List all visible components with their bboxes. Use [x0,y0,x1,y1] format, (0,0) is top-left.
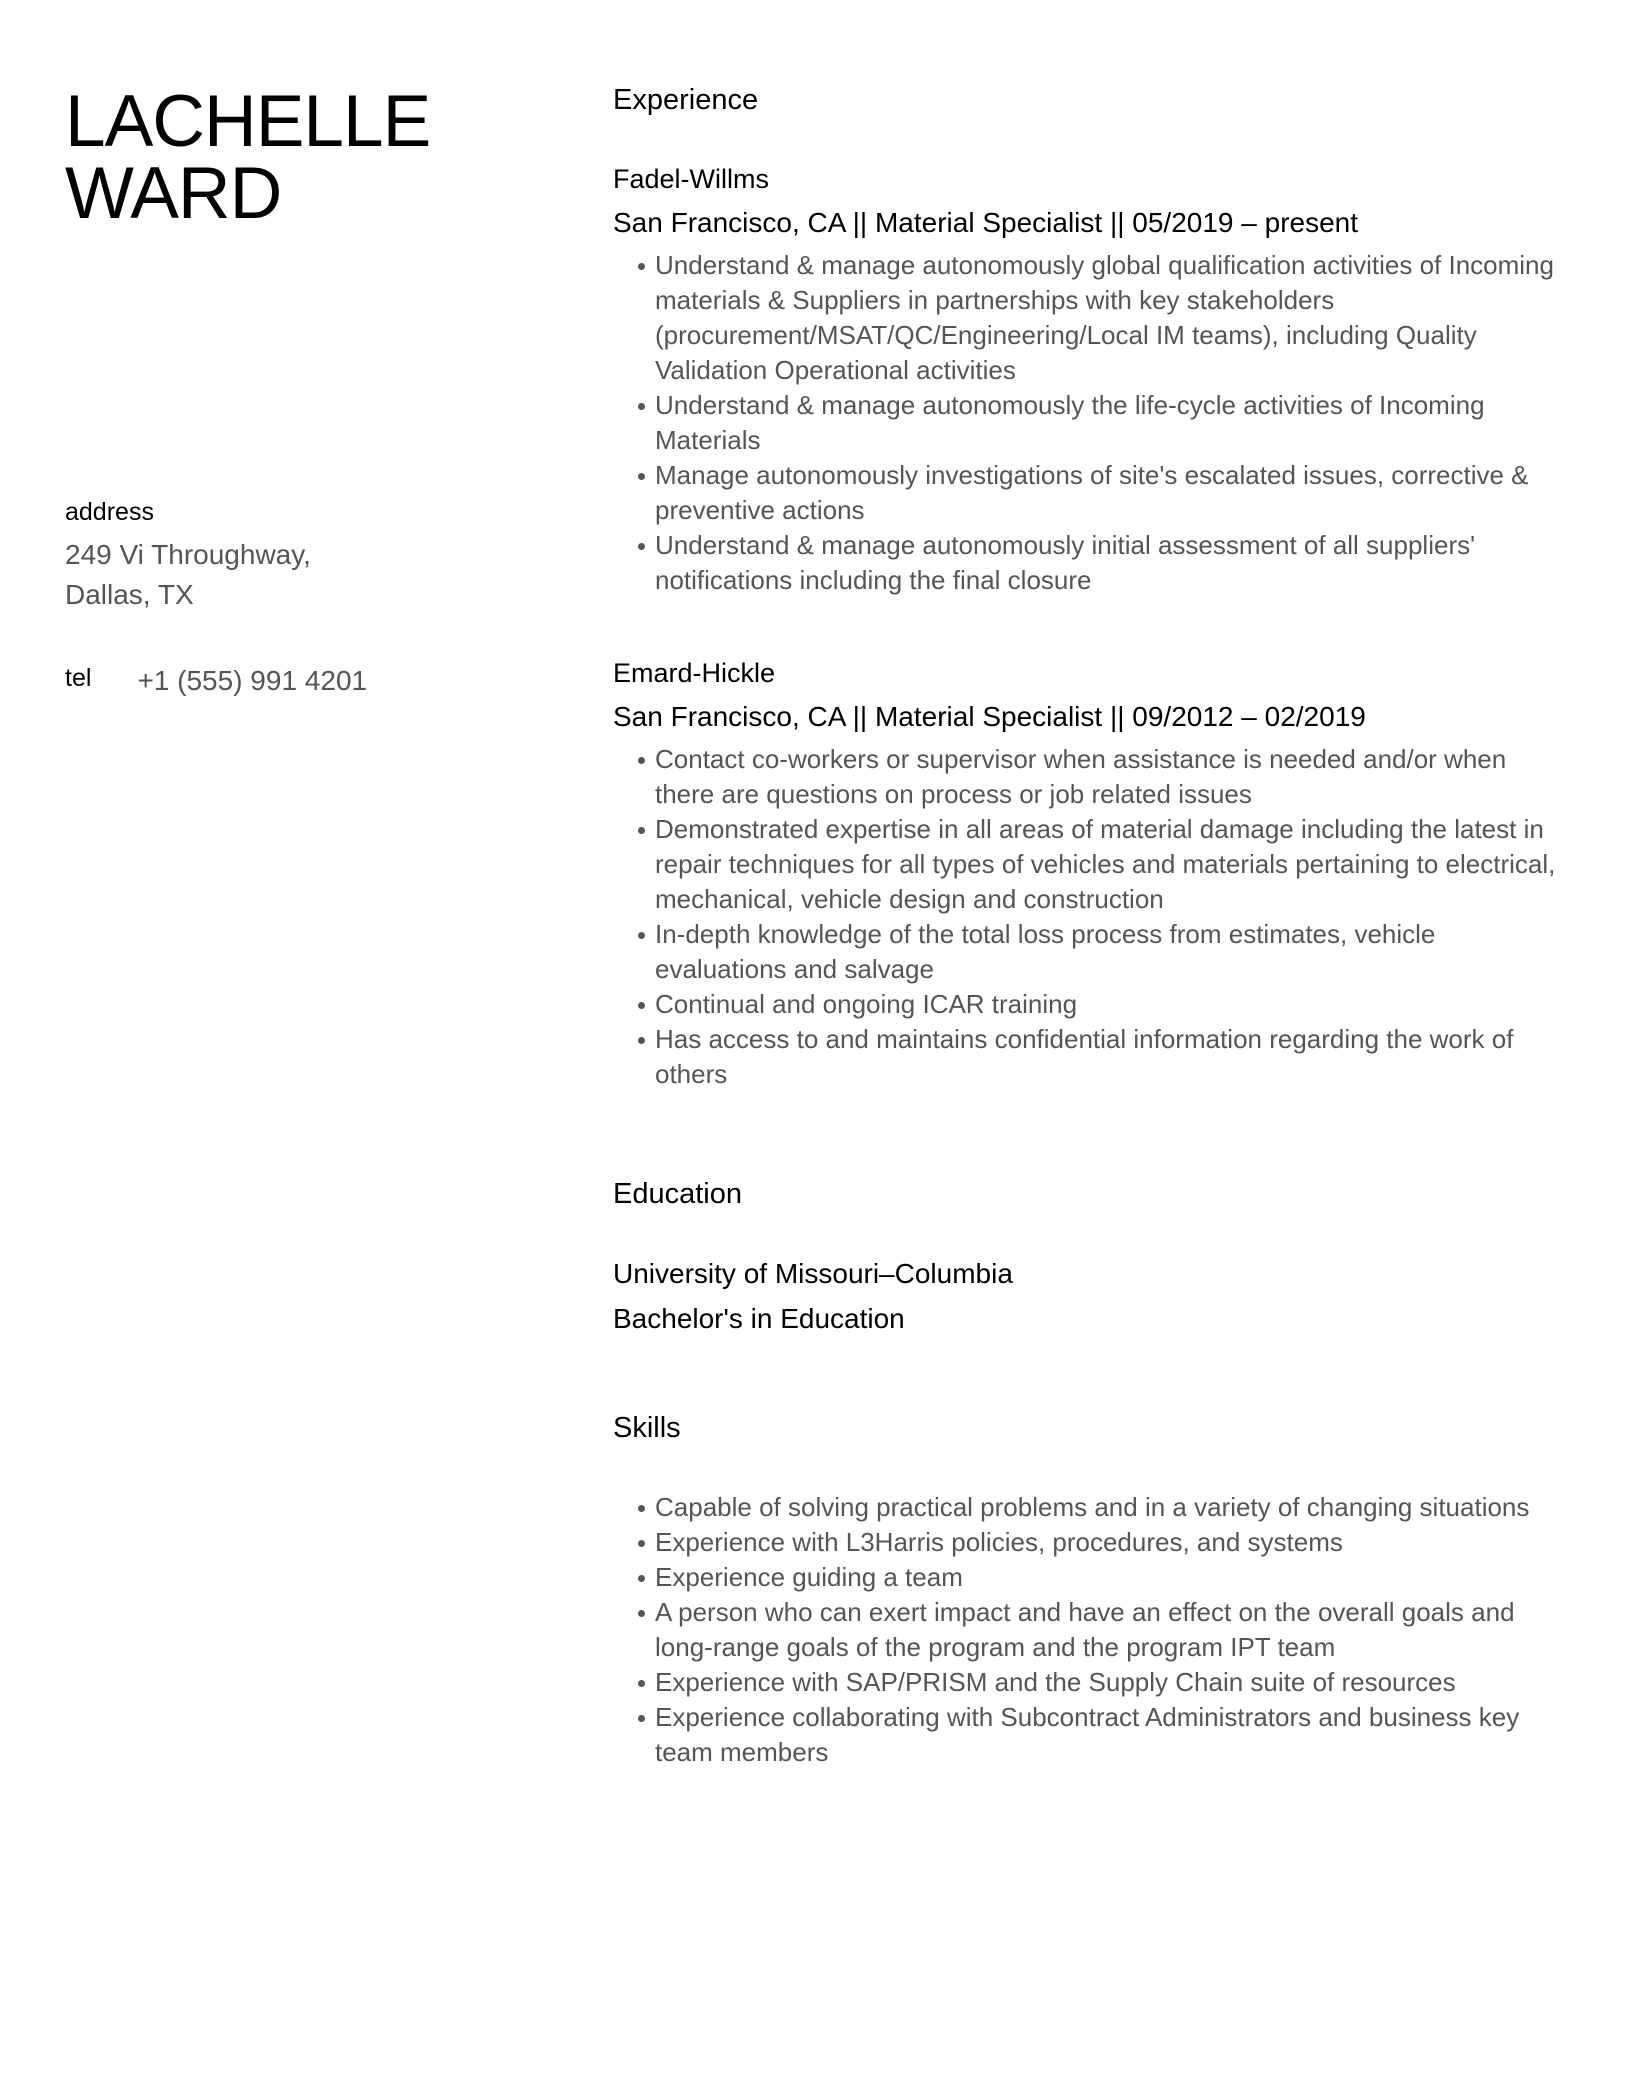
skill-item: A person who can exert impact and have an effect on the overall goals and long-range goals of the program and the program IPT team [613,1595,1563,1665]
skill-item: Experience with L3Harris policies, procedures, and systems [613,1525,1563,1560]
job-details: San Francisco, CA || Material Specialist || 09/2012 – 02/2019 [613,701,1366,732]
job-bullet: Understand & manage autonomously initial assessment of all suppliers' notifications including the final closure [613,528,1563,598]
skills-heading: Skills [613,1412,681,1444]
job-bullet: Contact co-workers or supervisor when assistance is needed and/or when there are questions on process or job related issues [613,742,1563,812]
job-bullet: Manage autonomously investigations of site's escalated issues, corrective & preventive actions [613,458,1563,528]
job-company: Emard-Hickle [613,658,776,688]
education-degree: Bachelor's in Education [613,1303,905,1334]
experience-heading: Experience [613,84,759,116]
job-company: Fadel-Willms [613,164,770,194]
address [65,535,311,615]
job-bullets [613,248,1563,598]
job-bullet: Continual and ongoing ICAR training [613,987,1563,1022]
job-details: San Francisco, CA || Material Specialist || 05/2019 – present [613,207,1359,238]
last-name: WARD [65,153,282,234]
phone-number: +1 (555) 991 4201 [137,665,368,696]
job-bullet: Has access to and maintains confidential information regarding the work of others [613,1022,1563,1092]
education-school: University of Missouri–Columbia [613,1258,1013,1289]
skill-item: Experience collaborating with Subcontract Administrators and business key team members [613,1700,1563,1770]
job-bullet: In-depth knowledge of the total loss process from estimates, vehicle evaluations and salvage [613,917,1563,987]
job-bullets [613,742,1563,1092]
skill-item: Experience with SAP/PRISM and the Supply Chain suite of resources [613,1665,1563,1700]
candidate-name [65,81,431,234]
skill-item: Capable of solving practical problems and in a variety of changing situations [613,1490,1563,1525]
job-bullet: Understand & manage autonomously the life-cycle activities of Incoming Materials [613,388,1563,458]
job-bullet: Understand & manage autonomously global qualification activities of Incoming materials & Suppliers in partnerships with key stakeholders (procurement/MSAT/QC/Engineering/Local IM teams), including Quality Validation Operational activities [613,248,1563,388]
skill-item: Experience guiding a team [613,1560,1563,1595]
education-heading: Education [613,1178,742,1210]
phone-row [65,664,367,697]
address-label: address [65,498,154,526]
address-line-1: 249 Vi Throughway, [65,539,311,570]
first-name: LACHELLE [65,81,431,162]
job-bullet: Demonstrated expertise in all areas of material damage including the latest in repair techniques for all types of vehicles and materials pertaining to electrical, mechanical, vehicle design and construction [613,812,1563,917]
skills-list [613,1490,1563,1770]
phone-label: tel [65,664,92,692]
address-line-2: Dallas, TX [65,579,194,610]
